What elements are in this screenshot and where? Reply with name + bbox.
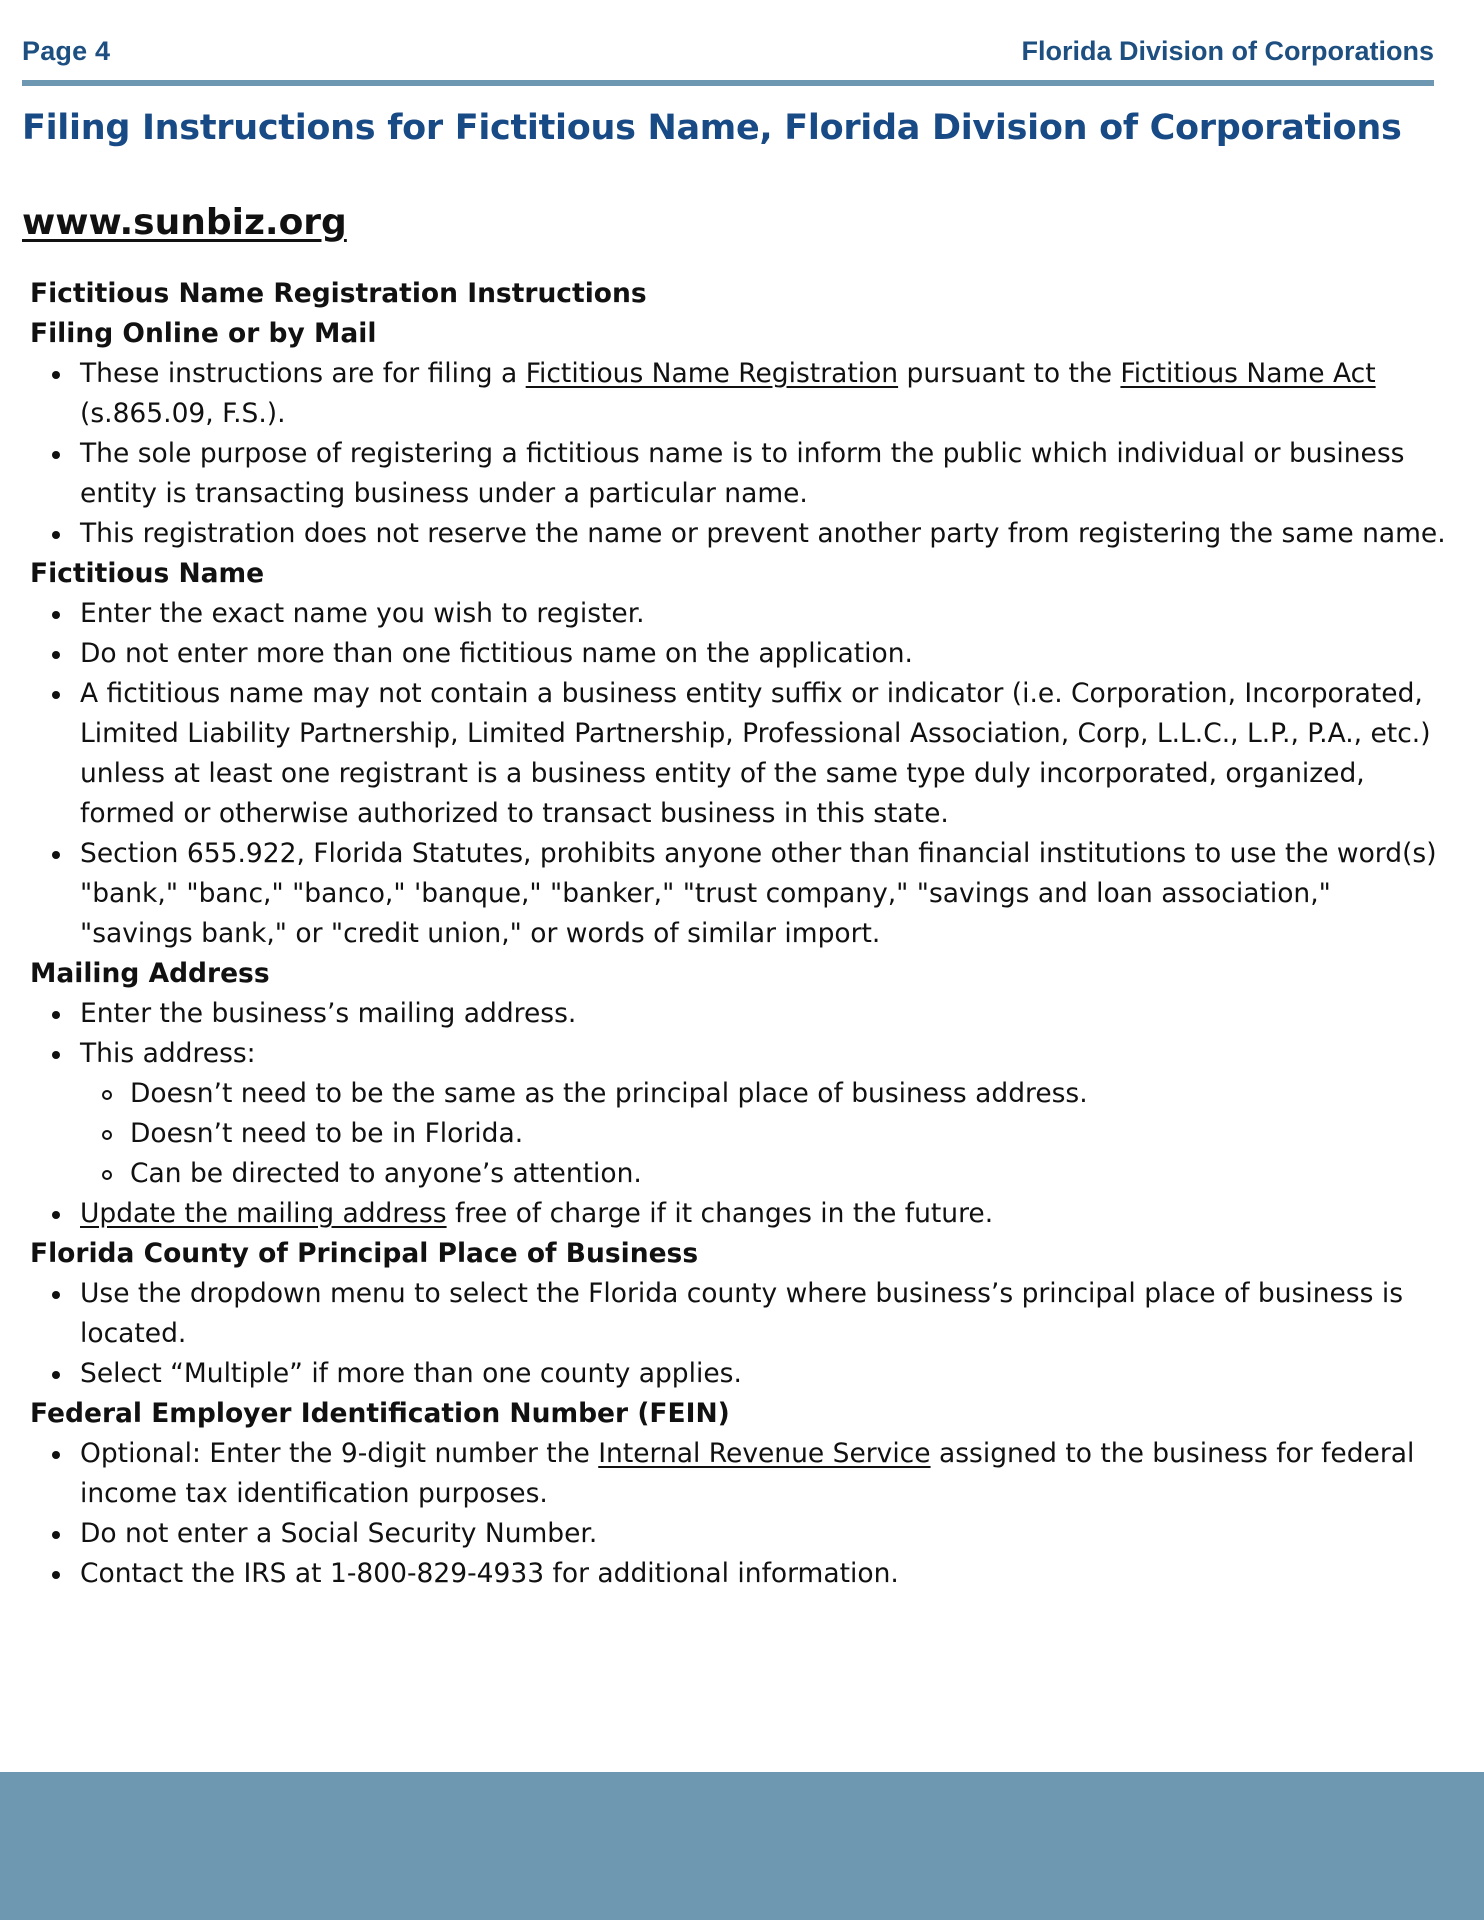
list-item bbox=[80, 1034, 1450, 1194]
section-heading-filing: Filing Online or by Mail bbox=[30, 318, 377, 349]
page-number: Page 4 bbox=[22, 36, 111, 66]
list-item: Select “Multiple” if more than one county applies. bbox=[80, 1354, 1450, 1394]
list-item-text: pursuant to the bbox=[898, 358, 1121, 389]
list-item: Do not enter more than one fictitious name on the application. bbox=[80, 634, 1450, 674]
list-item-text: This address: bbox=[80, 1038, 256, 1069]
mailing-address-sublist bbox=[80, 1074, 1450, 1194]
list-item: A fictitious name may not contain a business entity suffix or indicator (i.e. Corporation, Incorporated, Limited Liability Partnership, Limited Partnership, Professional Association, Corp, L.L.C., L.P., P.A., etc.) unless at least one registrant is a business entity of the same type duly incorporated, organized, formed or otherwise authorized to transact business in this state. bbox=[80, 674, 1450, 834]
list-item: Use the dropdown menu to select the Florida county where business’s principal place of business is located. bbox=[80, 1274, 1450, 1354]
list-item-text: (s.865.09, F.S.). bbox=[80, 398, 286, 429]
section-heading-county: Florida County of Principal Place of Business bbox=[30, 1238, 699, 1269]
header-divider bbox=[22, 80, 1434, 86]
update-mailing-address-link[interactable]: Update the mailing address bbox=[80, 1198, 447, 1229]
irs-link[interactable]: Internal Revenue Service bbox=[598, 1438, 931, 1469]
instructions-body bbox=[30, 274, 1450, 1594]
list-item bbox=[80, 1194, 1450, 1234]
section-heading-fictitious-name: Fictitious Name bbox=[30, 558, 265, 589]
list-item: The sole purpose of registering a fictitious name is to inform the public which individual or business entity is transacting business under a particular name. bbox=[80, 434, 1450, 514]
list-item-text: free of charge if it changes in the future. bbox=[446, 1198, 994, 1229]
page-header bbox=[22, 30, 1434, 80]
fictitious-name-list bbox=[30, 594, 1450, 954]
header-org-name: Florida Division of Corporations bbox=[1021, 36, 1434, 66]
list-item: This registration does not reserve the name or prevent another party from registering the same name. bbox=[80, 514, 1450, 554]
list-item: Do not enter a Social Security Number. bbox=[80, 1514, 1450, 1554]
fictitious-name-registration-link[interactable]: Fictitious Name Registration bbox=[525, 358, 899, 389]
section-heading-fein: Federal Employer Identification Number (FEIN) bbox=[30, 1398, 730, 1429]
sub-list-item: Doesn’t need to be in Florida. bbox=[130, 1114, 1450, 1154]
page-title: Filing Instructions for Fictitious Name, Florida Division of Corporations bbox=[22, 108, 1402, 148]
fictitious-name-act-link[interactable]: Fictitious Name Act bbox=[1120, 358, 1376, 389]
list-item-text: Optional: Enter the 9-digit number the bbox=[80, 1438, 599, 1469]
list-item-text: assigned to the business for federal income tax identification purposes. bbox=[80, 1438, 1415, 1509]
filing-list bbox=[30, 354, 1450, 554]
mailing-address-list bbox=[30, 994, 1450, 1234]
list-item: Contact the IRS at 1-800-829-4933 for additional information. bbox=[80, 1554, 1450, 1594]
list-item: Enter the business’s mailing address. bbox=[80, 994, 1450, 1034]
fein-list bbox=[30, 1434, 1450, 1594]
sub-list-item: Can be directed to anyone’s attention. bbox=[130, 1154, 1450, 1194]
website-link[interactable]: www.sunbiz.org bbox=[22, 202, 347, 243]
list-item: Section 655.922, Florida Statutes, prohibits anyone other than financial institutions to use the word(s) "bank," "banc," "banco," 'banque," "banker," "trust company," "savings and loan association," "savings bank," or "credit union," or words of similar import. bbox=[80, 834, 1450, 954]
list-item bbox=[80, 1434, 1450, 1514]
county-list bbox=[30, 1274, 1450, 1394]
list-item: Enter the exact name you wish to register. bbox=[80, 594, 1450, 634]
sub-list-item: Doesn’t need to be the same as the principal place of business address. bbox=[130, 1074, 1450, 1114]
section-heading-mailing-address: Mailing Address bbox=[30, 958, 270, 989]
page-footer-band bbox=[0, 1772, 1484, 1920]
list-item bbox=[80, 354, 1450, 434]
list-item-text: These instructions are for filing a bbox=[80, 358, 526, 389]
section-heading-registration: Fictitious Name Registration Instructions bbox=[30, 278, 647, 309]
